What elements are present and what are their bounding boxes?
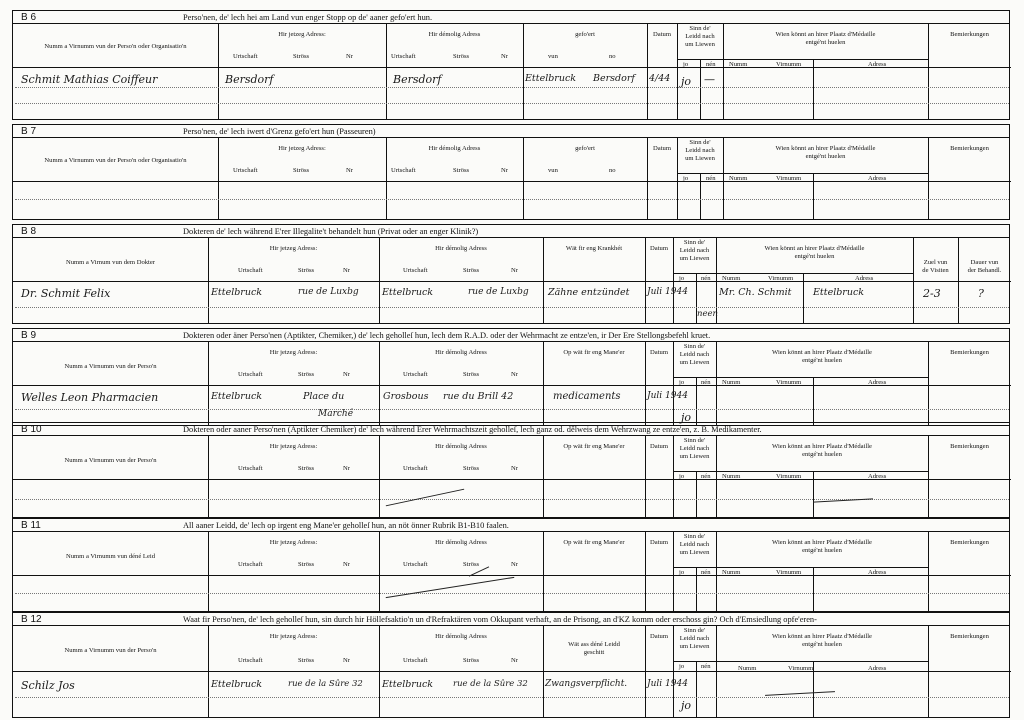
col-brought: gefo'ert [575, 31, 595, 38]
label-nr: Nr [511, 465, 518, 472]
label-yes: jo [683, 61, 689, 68]
col-person-name: Numm a Virnumm vun der Perso'n [64, 457, 157, 464]
label-nr: Nr [346, 53, 353, 60]
entry-illness: Zähne entzündet [548, 287, 630, 298]
section-title: Dokteren de' lech während E'rer Illegalite't behandelt hun (Privat oder an enger Klinik?) [183, 227, 479, 236]
col-manner: Op wät fir eng Mane'er [563, 443, 625, 450]
section-code: B 6 [21, 12, 37, 23]
label-first-name: Virnumm [788, 665, 814, 672]
section-title: Dokteren oder aaner Perso'nen (Aptikter Chemiker) de' lech während Erer Wehrmachtszeit geholleſ, lech ganz od. dělweis dem Wehrzwang ze entze'en, z. B. Medikamenter. [183, 425, 762, 434]
entry-from: Ettelbruck [525, 73, 577, 84]
entry-old-street: rue de Luxbg [468, 287, 529, 297]
col-illness: Wät fir eng Krankhét [565, 245, 623, 252]
label-name: Numm [722, 379, 741, 386]
entry-old-town: Ettelbruck [382, 679, 434, 690]
entry-current-street: rue de la Sûre 32 [288, 679, 363, 689]
entry-alive-yes: jo [681, 75, 692, 88]
col-date: Datum [653, 145, 671, 152]
label-name: Numm [722, 473, 741, 480]
col-alive: Sinn de' Leidd nach um Liewen [679, 533, 710, 556]
label-first-name: Virnumm [776, 175, 802, 182]
entry-manner: medicaments [553, 391, 621, 402]
label-first-name: Virnumm [776, 61, 802, 68]
entry-alive-no: neen [697, 309, 719, 319]
label-address: Adress [868, 473, 887, 480]
col-current-address: Hir jetzeg Adress: [269, 539, 318, 546]
entry-current-town: Ettelbruck [211, 391, 263, 402]
entry-duration: ? [978, 287, 984, 300]
label-street: Ströss [453, 167, 470, 174]
col-duration: Dauer vun der Behandl. [967, 259, 1002, 274]
label-nr: Nr [511, 371, 518, 378]
col-remarks: Bemierkungen [950, 539, 989, 546]
label-nr: Nr [343, 371, 350, 378]
label-name: Numm [729, 175, 748, 182]
section-code: B 9 [21, 330, 37, 341]
section-header [13, 613, 1009, 626]
label-first-name: Virnumm [776, 379, 802, 386]
section-header [13, 225, 1009, 238]
entry-alive-no: — [704, 73, 715, 86]
col-alive: Sinn de' Leidd nach um Liewen [679, 437, 710, 460]
section-header [13, 519, 1009, 532]
entry-visits: 2-3 [923, 287, 941, 300]
section-header [13, 125, 1009, 138]
entry-current-town: Bersdorf [225, 73, 274, 86]
label-address: Adress [868, 61, 887, 68]
label-town: Urtschaft [403, 465, 428, 472]
section-code: B 10 [21, 424, 42, 435]
label-street: Ströss [463, 267, 480, 274]
section-title: All aaner Leidd, de' lech op irgent eng Mane'er geholleſ hun, an nöt önner Rubrik B1-B10 faalen. [183, 521, 509, 530]
label-town: Urtschaft [238, 371, 263, 378]
col-leid-name: Numm a Virnumm vun déné Leid [65, 553, 156, 560]
label-town: Urtschaft [238, 561, 263, 568]
section-b11 [12, 518, 1010, 612]
col-name: Numm a Virnumm vun der Perso'n oder Organisatio'n [44, 43, 187, 50]
label-address: Adress [868, 379, 887, 386]
strike-mark [386, 489, 464, 507]
label-street: Ströss [293, 53, 310, 60]
section-header [13, 11, 1009, 24]
label-street: Ströss [463, 561, 480, 568]
entry-medal-name: Mr. Ch. Schmit [719, 287, 792, 298]
label-address: Adress [868, 175, 887, 182]
entry-old-town: Grosbous [383, 391, 429, 402]
label-first-name: Virnumm [776, 569, 802, 576]
label-to: no [609, 53, 616, 60]
label-yes: jo [679, 473, 685, 480]
label-no: nén [701, 569, 711, 576]
entry-medal-address: Ettelbruck [813, 287, 865, 298]
label-no: nén [701, 663, 711, 670]
entry-current-street: rue de Luxbg [298, 287, 359, 297]
label-town: Urtschaft [403, 657, 428, 664]
col-doctor-name: Numm a Virnum vun dem Dokter [65, 259, 156, 266]
entry-person-name: Welles Leon Pharmacien [21, 391, 159, 404]
col-current-address: Hir jetzeg Adress: [278, 31, 326, 38]
entry-alive-yes: jo [681, 411, 692, 424]
label-town: Urtschaft [403, 371, 428, 378]
label-yes: jo [679, 379, 685, 386]
col-date: Datum [650, 443, 668, 450]
label-street: Ströss [298, 371, 315, 378]
col-visits: Zuel vun de Visiten [922, 259, 949, 274]
col-current-address: Hir jetzeg Adress: [269, 349, 318, 356]
col-alive: Sinn de' Leidd nach um Liewen [679, 343, 710, 366]
label-street: Ströss [463, 465, 480, 472]
strike-mark [386, 577, 515, 598]
section-header [13, 423, 1009, 436]
col-old-address: Hir démolig Adress [428, 31, 481, 38]
label-street: Ströss [298, 657, 315, 664]
label-nr: Nr [343, 465, 350, 472]
section-b7 [12, 124, 1010, 220]
section-title: Dokteren oder äner Perso'nen (Aptikter, Chemiker,) de' lech geholleſ hun, lech dem R.A.D. oder der Wehrmacht ze entze'en, ir Der Ere Stellongsbefehl kruet. [183, 331, 711, 340]
col-current-address: Hir jetzeg Adress: [278, 145, 326, 152]
col-remarks: Bemierkungen [950, 349, 989, 356]
label-nr: Nr [343, 267, 350, 274]
col-happened: Wät ass déné Leidd geschitt [568, 641, 620, 656]
entry-name: Schmit Mathias Coiffeur [21, 73, 158, 86]
label-first-name: Virnumm [776, 473, 802, 480]
section-b6 [12, 10, 1010, 120]
label-town: Urtschaft [391, 167, 416, 174]
label-street: Ströss [298, 465, 315, 472]
label-street: Ströss [293, 167, 310, 174]
col-date: Datum [650, 539, 668, 546]
col-remarks: Bemierkungen [950, 31, 989, 38]
section-title: Perso'nen, de' lech iwert d'Grenz gefo'ert hun (Passeuren) [183, 127, 376, 136]
entry-current-street-2: Marché [318, 409, 354, 419]
section-title: Perso'nen, de' lech hei am Land vun enger Stopp op de' aaner gefo'ert hun. [183, 13, 433, 22]
label-no: nén [701, 275, 711, 282]
label-street: Ströss [298, 561, 315, 568]
col-current-address: Hir jetzeg Adress: [269, 245, 318, 252]
col-manner: Op wät fir eng Mane'er [563, 539, 625, 546]
col-brought: gefo'ert [575, 145, 595, 152]
col-old-address: Hir démolig Adress [435, 443, 487, 450]
label-town: Urtschaft [238, 267, 263, 274]
section-code: B 8 [21, 226, 37, 237]
entry-date: Juli 1944 [647, 391, 688, 401]
col-alive: Sinn de' Leidd nach um Liewen [685, 25, 715, 48]
section-b8 [12, 224, 1010, 324]
label-street: Ströss [298, 267, 315, 274]
label-yes: jo [679, 569, 685, 576]
col-name: Numm a Virnumm vun der Perso'n oder Organisatio'n [44, 157, 187, 164]
section-code: B 7 [21, 126, 37, 137]
label-nr: Nr [346, 167, 353, 174]
section-b9 [12, 328, 1010, 426]
col-alive: Sinn de' Leidd nach um Liewen [685, 139, 715, 162]
label-nr: Nr [501, 53, 508, 60]
col-current-address: Hir jetzeg Adress: [269, 443, 318, 450]
label-town: Urtschaft [238, 657, 263, 664]
col-date: Datum [650, 245, 668, 252]
col-alive: Sinn de' Leidd nach um Liewen [679, 627, 710, 650]
section-title: Waat fir Perso'nen, de' lech geholleſ hun, sin durch hir Höllefsaktio'n un d'Refraktären vom Okkupant verhaft, an de Prisong, an d'KZ komm oder erschoss gin? Och d'Emsiedlung opfe'eren- [183, 615, 817, 624]
col-old-address: Hir démolig Adress [435, 539, 487, 546]
col-manner: Op wät fir eng Mane'er [563, 349, 625, 356]
col-remarks: Bemierkungen [950, 443, 989, 450]
col-person-name: Numm a Virnumm vun der Perso'n [64, 647, 157, 654]
label-first-name: Virnumm [768, 275, 794, 282]
label-address: Adress [855, 275, 874, 282]
col-remarks: Bemierkungen [950, 145, 989, 152]
label-town: Urtschaft [391, 53, 416, 60]
col-old-address: Hir démolig Adress [428, 145, 481, 152]
entry-old-town: Ettelbruck [382, 287, 434, 298]
label-town: Urtschaft [238, 465, 263, 472]
label-no: nén [701, 379, 711, 386]
entry-alive-yes: jo [681, 699, 692, 712]
entry-old-street: rue du Brill 42 [443, 391, 514, 402]
label-from: vun [548, 167, 558, 174]
section-code: B 11 [21, 520, 41, 531]
label-name: Numm [722, 569, 741, 576]
section-header [13, 329, 1009, 342]
label-name: Numm [722, 275, 741, 282]
label-to: no [609, 167, 616, 174]
label-no: nén [706, 61, 716, 68]
col-medal: Wien könnt an hirer Plaatz d'Médaille entgé'nt huelen [775, 145, 876, 160]
label-name: Numm [729, 61, 748, 68]
label-yes: jo [679, 663, 685, 670]
strike-mark [765, 691, 835, 696]
col-old-address: Hir démolig Adress [435, 633, 487, 640]
col-old-address: Hir démolig Adress [435, 349, 487, 356]
label-nr: Nr [511, 267, 518, 274]
entry-old-town: Bersdorf [393, 73, 442, 86]
label-nr: Nr [343, 657, 350, 664]
col-person-name: Numm a Virnumm vun der Perso'n [64, 363, 157, 370]
entry-person-name: Schilz Jos [21, 679, 75, 692]
registration-form-page [12, 10, 1010, 718]
entry-old-street: rue de la Sûre 32 [453, 679, 528, 689]
label-street: Ströss [463, 657, 480, 664]
entry-date: Juli 1944 [647, 287, 688, 297]
col-alive: Sinn de' Leidd nach um Liewen [679, 239, 710, 262]
label-town: Urtschaft [403, 267, 428, 274]
col-medal: Wien könnt an hirer Plaatz d'Médaille entgé'nt huelen [772, 539, 872, 554]
entry-happened: Zwangsverpflicht. [545, 679, 628, 689]
label-address: Adress [868, 665, 887, 672]
col-old-address: Hir démolig Adress [435, 245, 487, 252]
label-street: Ströss [453, 53, 470, 60]
col-remarks: Bemierkungen [950, 633, 989, 640]
label-from: vun [548, 53, 558, 60]
label-yes: jo [679, 275, 685, 282]
label-nr: Nr [501, 167, 508, 174]
label-nr: Nr [343, 561, 350, 568]
col-medal: Wien könnt an hirer Plaatz d'Médaille entgé'nt huelen [775, 31, 876, 46]
label-address: Adress [868, 569, 887, 576]
section-code: B 12 [21, 614, 42, 625]
label-no: nén [701, 473, 711, 480]
label-nr: Nr [511, 657, 518, 664]
col-medal: Wien könnt an hirer Plaatz d'Médaille entgé'nt huelen [772, 443, 872, 458]
label-nr: Nr [511, 561, 518, 568]
label-street: Ströss [463, 371, 480, 378]
entry-doctor-name: Dr. Schmit Felix [21, 287, 111, 300]
label-town: Urtschaft [233, 167, 258, 174]
col-current-address: Hir jetzeg Adress: [269, 633, 318, 640]
col-medal: Wien könnt an hirer Plaatz d'Médaille entgé'nt huelen [772, 633, 872, 648]
entry-current-town: Ettelbruck [211, 679, 263, 690]
entry-current-street: Place du [303, 391, 345, 402]
label-yes: jo [683, 175, 689, 182]
label-no: nén [706, 175, 716, 182]
entry-date: Juli 1944 [647, 679, 688, 689]
label-town: Urtschaft [233, 53, 258, 60]
section-b12 [12, 612, 1010, 718]
section-b10 [12, 422, 1010, 518]
entry-date: 4/44 [649, 73, 671, 84]
label-town: Urtschaft [403, 561, 428, 568]
col-date: Datum [650, 349, 668, 356]
col-date: Datum [653, 31, 671, 38]
col-medal: Wien könnt an hirer Plaatz d'Médaille entgé'nt huelen [772, 349, 872, 364]
label-name: Numm [738, 665, 757, 672]
col-date: Datum [650, 633, 668, 640]
col-medal: Wien könnt an hirer Plaatz d'Médaille entgé'nt huelen [764, 245, 865, 260]
entry-to: Bersdorf [593, 73, 635, 84]
entry-current-town: Ettelbruck [211, 287, 263, 298]
